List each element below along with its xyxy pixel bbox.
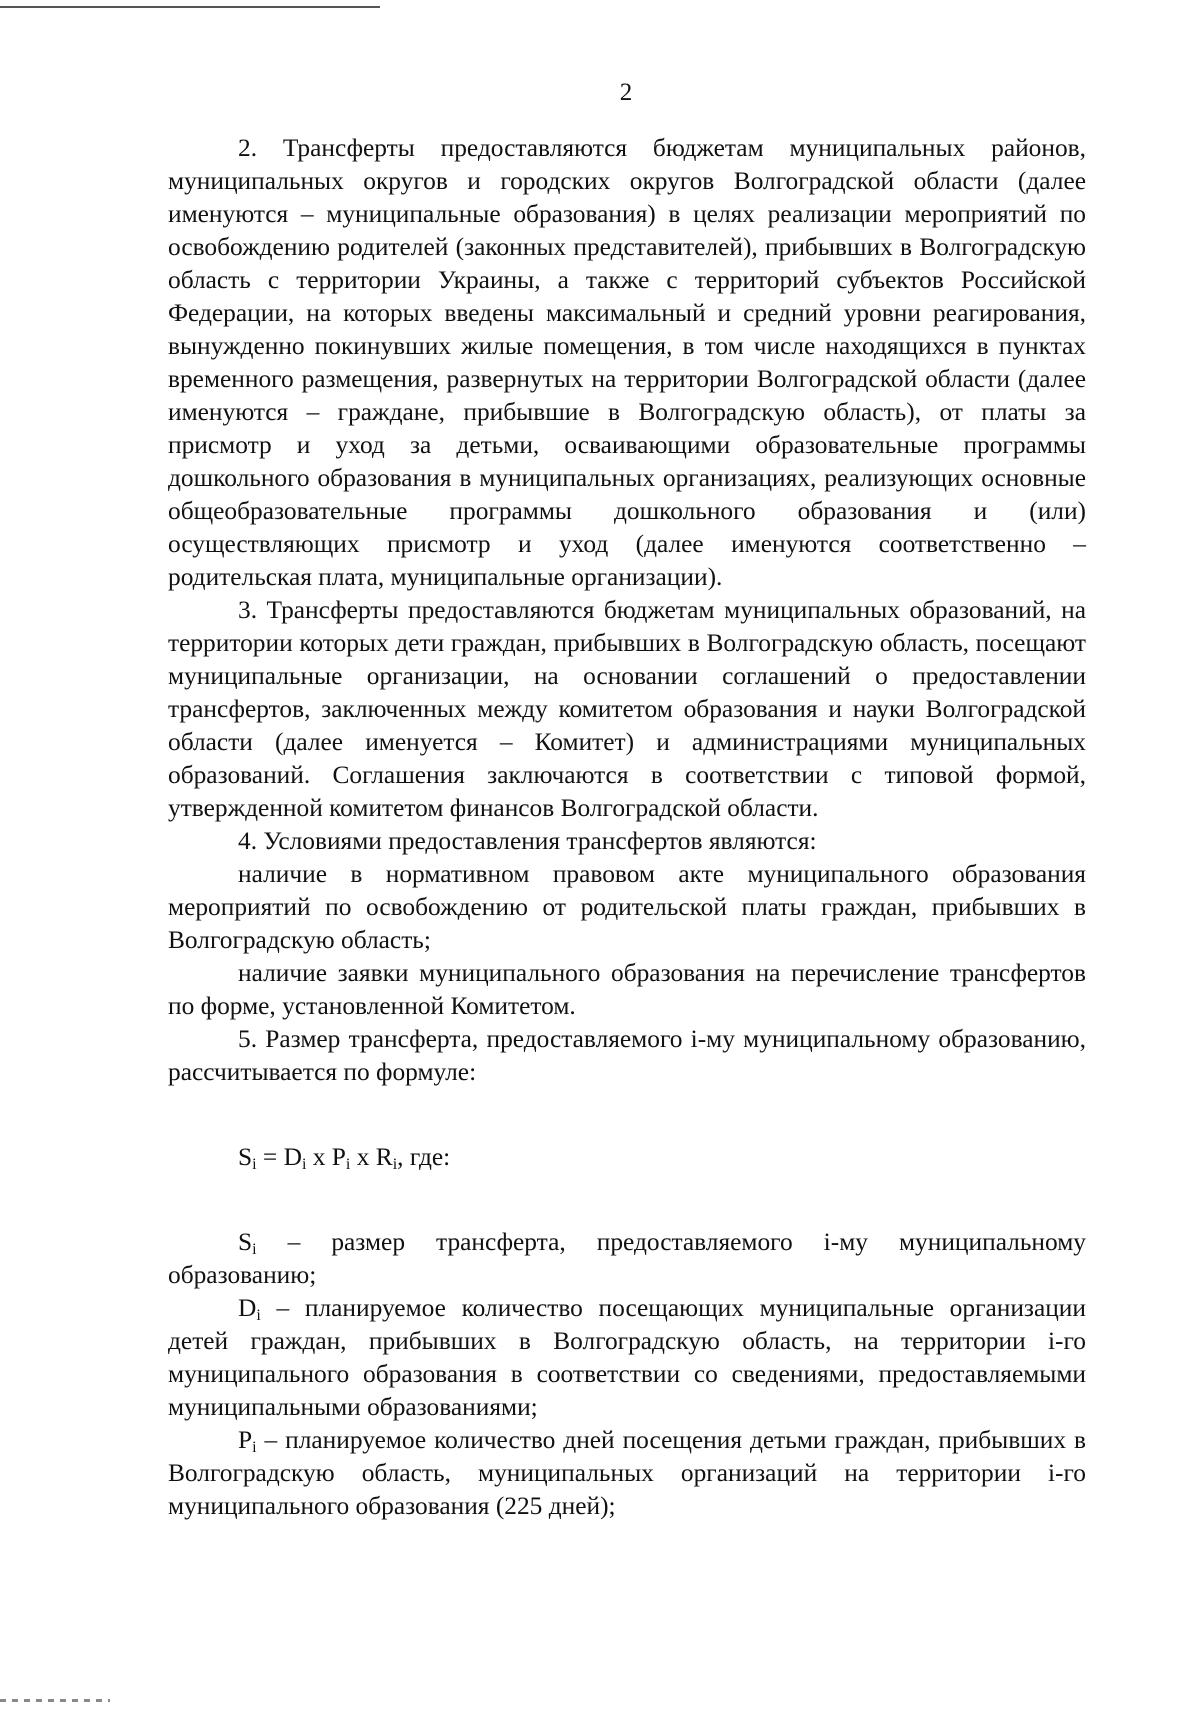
definition-sub: i (252, 1439, 257, 1456)
document-body (168, 132, 1086, 1523)
paragraph-4: 4. Условиями предоставления трансфертов являются: (238, 827, 817, 855)
definition-symbol: S (238, 1228, 253, 1256)
definition-sub: i (256, 1307, 261, 1324)
scan-noise (0, 1699, 110, 1702)
condition-item-1: наличие в нормативном правовом акте муниципального образования мероприятий по освобождению от родительской платы граждан, прибывших в Волгоградскую область; (168, 860, 1086, 954)
formula-times: x (306, 1143, 332, 1171)
definition-text: – размер трансферта, предоставляемого i-му муниципальному образованию; (168, 1228, 1086, 1289)
formula-symbol-s: S (238, 1143, 253, 1171)
definition-sub: i (252, 1241, 257, 1258)
definition-p (168, 1424, 1086, 1523)
definition-text: – планируемое количество дней посещения детьми граждан, прибывших в Волгоградскую область, муниципальных организаций на территории i-го муниципального образования (225 дней); (168, 1426, 1086, 1520)
transfer-formula (168, 1141, 1086, 1174)
paragraph-3: 3. Трансферты предоставляются бюджетам муниципальных образований, на территории которых дети граждан, прибывших в Волгоградскую область, посещают муниципальные организации, на основании соглашений о предоставлении трансфертов, заключенных между комитетом образования и науки Волгоградской области (далее именуется – Комитет) и администрациями муниципальных образований. Соглашения заключаются в соответствии с типовой формой, утвержденной комитетом финансов Волгоградской области. (168, 596, 1086, 822)
formula-symbol-p: P (331, 1143, 346, 1171)
definition-s (168, 1226, 1086, 1292)
formula-times: x (350, 1143, 376, 1171)
formula-sub: i (345, 1156, 351, 1173)
page-number: 2 (619, 79, 633, 106)
formula-symbol-r: R (375, 1143, 393, 1171)
definition-symbol: P (238, 1426, 253, 1454)
definition-symbol: D (238, 1294, 257, 1322)
formula-tail: , где: (397, 1143, 451, 1171)
formula-equals: = (256, 1143, 284, 1171)
formula-sub: i (301, 1156, 307, 1173)
formula-symbol-d: D (283, 1143, 302, 1171)
formula-sub: i (252, 1156, 257, 1173)
definition-text: – планируемое количество посещающих муниципальные организации детей граждан, прибывших в Волгоградскую область, на территории i-го муниципального образования в соответствии со сведениями, предоставляемыми муниципальными образованиями; (168, 1294, 1086, 1421)
paragraph-5: 5. Размер трансферта, предоставляемого i-му муниципальному образованию, рассчитывается по формуле: (168, 1025, 1086, 1086)
paragraph-2: 2. Трансферты предоставляются бюджетам муниципальных районов, муниципальных округов и городских округов Волгоградской области (далее именуются – муниципальные образования) в целях реализации мероприятий по освобождению родителей (законных представителей), прибывших в Волгоградскую область с территории Украины, а также с территорий субъектов Российской Федерации, на которых введены максимальный и средний уровни реагирования, вынужденно покинувших жилые помещения, в том числе находящихся в пунктах временного размещения, развернутых на территории Волгоградской области (далее именуются – граждане, прибывшие в Волгоградскую область), от платы за присмотр и уход за детьми, осваивающими образовательные программы дошкольного образования в муниципальных организациях, реализующих основные общеобразовательные программы дошкольного образования и (или) осуществляющих присмотр и уход (далее именуются соответственно – родительская плата, муниципальные организации). (168, 134, 1086, 591)
formula-sub: i (392, 1156, 398, 1173)
definition-d (168, 1292, 1086, 1424)
condition-item-2: наличие заявки муниципального образования на перечисление трансфертов по форме, установленной Комитетом. (168, 959, 1086, 1020)
scan-edge-line (0, 6, 380, 8)
